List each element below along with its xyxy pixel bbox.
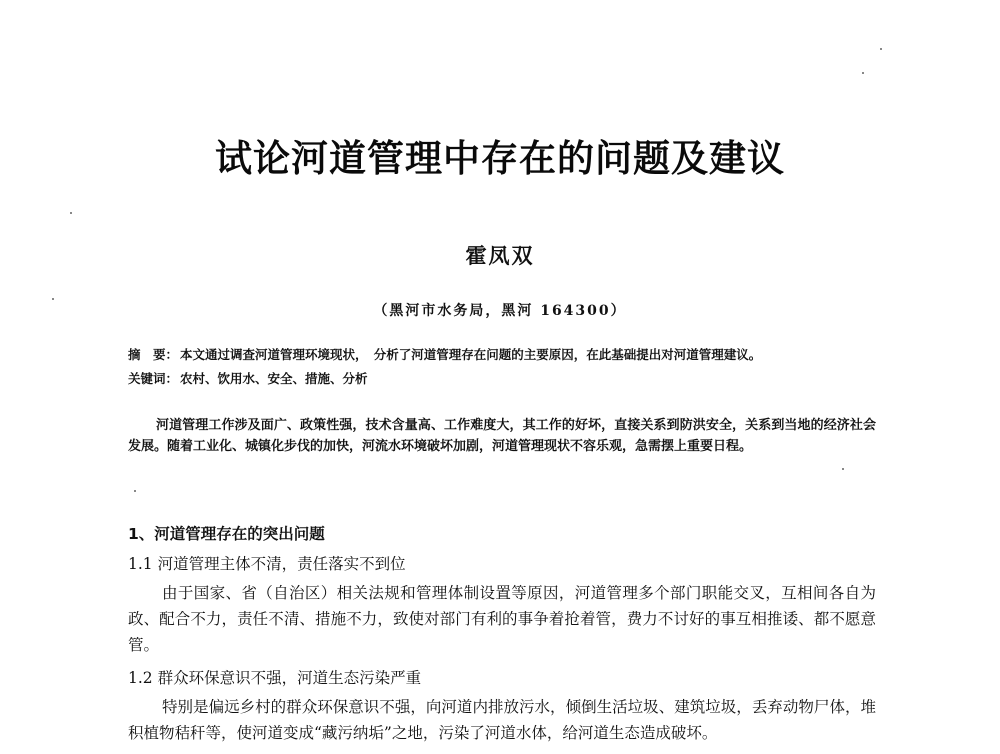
- intro-paragraph: 河道管理工作涉及面广、政策性强，技术含量高、工作难度大，其工作的好坏，直接关系到防洪安全，关系到当地的经济社会发展。随着工业化、城镇化步伐的加快，河流水环境破坏加剧，河道管理现状不容乐观，急需摆上重要日程。: [128, 418, 876, 454]
- keywords-text: 农村、饮用水、安全、措施、分析: [180, 371, 368, 386]
- abstract-label: 摘 要：: [128, 347, 179, 362]
- section-heading-1: 1、河道管理存在的突出问题: [128, 525, 325, 543]
- subsection-1-2-paragraph: 特别是偏远乡村的群众环保意识不强，向河道内排放污水，倾倒生活垃圾、建筑垃圾，丢弃动物尸体，堆积植物秸秆等，使河道变成“藏污纳垢”之地，污染了河道水体，给河道生态造成破坏。: [128, 698, 876, 742]
- keywords: [128, 369, 888, 387]
- subsection-1-1-paragraph: 由于国家、省（自治区）相关法规和管理体制设置等原因，河道管理多个部门职能交叉，互相间各自为政、配合不力，责任不清、措施不力，致使对部门有利的事争着抢着管，费力不讨好的事互相推诿、都不愿意管。: [128, 584, 876, 654]
- scan-speck: [134, 490, 136, 492]
- keywords-label: 关键词：: [128, 371, 179, 386]
- scan-speck: [52, 298, 54, 300]
- author-name: 霍凤双: [465, 243, 535, 268]
- paper-title: 试论河道管理中存在的问题及建议: [215, 137, 785, 180]
- abstract-text: 本文通过调查河道管理环境现状， 分析了河道管理存在问题的主要原因，在此基础提出对河道管理建议。: [180, 347, 762, 362]
- scan-speck: [842, 468, 844, 470]
- subsection-heading-1-2: 1.2 群众环保意识不强，河道生态污染严重: [128, 669, 422, 687]
- scan-speck: [862, 72, 864, 74]
- scan-speck: [880, 48, 882, 50]
- subsection-heading-1-1: 1.1 河道管理主体不清，责任落实不到位: [128, 555, 406, 573]
- author-affiliation: （黑河市水务局，黑河 164300）: [373, 303, 627, 319]
- scan-speck: [70, 212, 72, 214]
- abstract: [128, 345, 888, 363]
